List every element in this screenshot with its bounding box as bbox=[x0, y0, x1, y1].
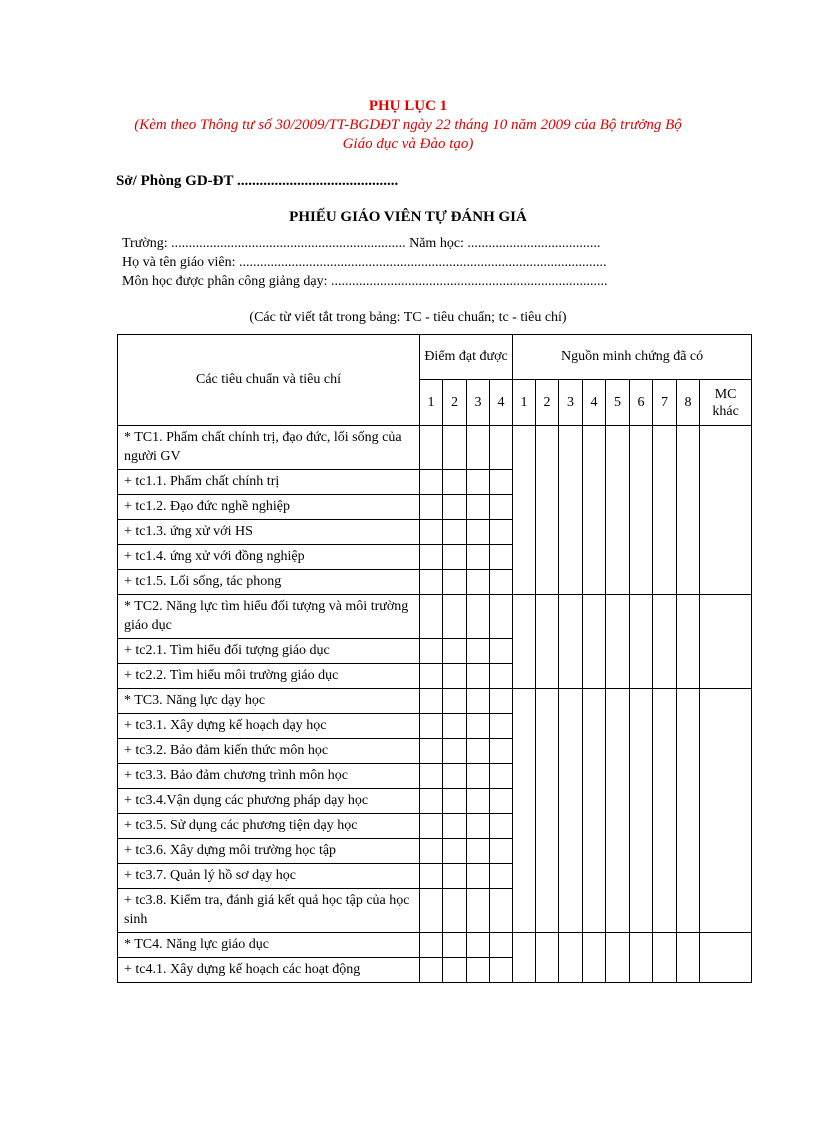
evidence-col-header: 7 bbox=[653, 380, 677, 426]
criterion-row-label: + tc4.1. Xây dựng kế hoạch các hoạt động bbox=[118, 958, 420, 983]
score-cell[interactable] bbox=[467, 933, 490, 958]
score-cell[interactable] bbox=[443, 739, 467, 764]
evidence-cell[interactable] bbox=[630, 426, 653, 595]
score-cell[interactable] bbox=[420, 789, 443, 814]
evidence-col-header: 5 bbox=[606, 380, 630, 426]
evidence-cell[interactable] bbox=[630, 689, 653, 933]
department-line: Sở/ Phòng GD-ĐT ........................................... bbox=[116, 173, 399, 189]
criterion-row-label: + tc2.2. Tìm hiểu môi trường giáo dục bbox=[118, 664, 420, 689]
score-cell[interactable] bbox=[420, 495, 443, 520]
score-cell[interactable] bbox=[420, 814, 443, 839]
score-cell[interactable] bbox=[490, 839, 513, 864]
criteria-header: Các tiêu chuẩn và tiêu chí bbox=[118, 335, 420, 426]
score-cell[interactable] bbox=[467, 689, 490, 714]
score-cell[interactable] bbox=[443, 958, 467, 983]
score-cell[interactable] bbox=[443, 789, 467, 814]
appendix-subtitle: (Kèm theo Thông tư số 30/2009/TT-BGDĐT ngày 22 tháng 10 năm 2009 của Bộ trưởng Bộ Giáo dục và Đào tạo) bbox=[134, 117, 682, 152]
teacher-line: Họ và tên giáo viên: ......................................................................................................... bbox=[122, 255, 607, 270]
evidence-cell[interactable] bbox=[559, 933, 583, 983]
score-cell[interactable] bbox=[443, 520, 467, 545]
score-cell[interactable] bbox=[467, 839, 490, 864]
score-cell[interactable] bbox=[490, 664, 513, 689]
score-cell[interactable] bbox=[420, 958, 443, 983]
evidence-cell[interactable] bbox=[583, 426, 606, 595]
evidence-other-cell[interactable] bbox=[700, 426, 752, 595]
score-cell[interactable] bbox=[467, 789, 490, 814]
score-cell[interactable] bbox=[467, 639, 490, 664]
score-cell[interactable] bbox=[420, 689, 443, 714]
score-cell[interactable] bbox=[467, 470, 490, 495]
evidence-cell[interactable] bbox=[559, 595, 583, 689]
score-cell[interactable] bbox=[443, 889, 467, 933]
score-cell[interactable] bbox=[490, 545, 513, 570]
criterion-row-label: + tc3.2. Bảo đảm kiến thức môn học bbox=[118, 739, 420, 764]
form-title: PHIẾU GIÁO VIÊN TỰ ĐÁNH GIÁ bbox=[289, 209, 527, 225]
score-cell[interactable] bbox=[443, 639, 467, 664]
criterion-row-label: + tc1.4. ứng xử với đồng nghiệp bbox=[118, 545, 420, 570]
score-cell[interactable] bbox=[490, 714, 513, 739]
evidence-cell[interactable] bbox=[677, 426, 700, 595]
score-cell[interactable] bbox=[490, 958, 513, 983]
score-cell[interactable] bbox=[443, 839, 467, 864]
score-cell[interactable] bbox=[420, 864, 443, 889]
score-cell[interactable] bbox=[467, 814, 490, 839]
evidence-cell[interactable] bbox=[536, 426, 559, 595]
criterion-row-label: * TC3. Năng lực dạy học bbox=[118, 689, 420, 714]
score-cell[interactable] bbox=[443, 864, 467, 889]
score-cell[interactable] bbox=[420, 595, 443, 639]
score-cell[interactable] bbox=[420, 426, 443, 470]
evidence-cell[interactable] bbox=[606, 689, 630, 933]
score-cell[interactable] bbox=[443, 664, 467, 689]
evidence-cell[interactable] bbox=[536, 595, 559, 689]
evidence-col-header: 3 bbox=[559, 380, 583, 426]
score-cell[interactable] bbox=[443, 933, 467, 958]
score-cell[interactable] bbox=[467, 595, 490, 639]
evidence-col-header: 4 bbox=[583, 380, 606, 426]
score-col-header: 4 bbox=[490, 380, 513, 426]
score-cell[interactable] bbox=[467, 889, 490, 933]
score-cell[interactable] bbox=[443, 764, 467, 789]
score-cell[interactable] bbox=[420, 470, 443, 495]
evidence-cell[interactable] bbox=[513, 595, 536, 689]
criterion-row-label: * TC2. Năng lực tìm hiểu đối tượng và môi trường giáo dục bbox=[118, 595, 420, 639]
abbreviation-note: (Các từ viết tắt trong bảng: TC - tiêu chuẩn; tc - tiêu chí) bbox=[249, 310, 567, 325]
evidence-cell[interactable] bbox=[653, 595, 677, 689]
score-col-header: 1 bbox=[420, 380, 443, 426]
criterion-row-label: + tc3.6. Xây dựng môi trường học tập bbox=[118, 839, 420, 864]
score-cell[interactable] bbox=[490, 889, 513, 933]
score-cell[interactable] bbox=[467, 520, 490, 545]
score-cell[interactable] bbox=[420, 839, 443, 864]
evidence-cell[interactable] bbox=[559, 426, 583, 595]
score-cell[interactable] bbox=[443, 495, 467, 520]
score-cell[interactable] bbox=[443, 470, 467, 495]
evidence-cell[interactable] bbox=[630, 933, 653, 983]
evidence-cell[interactable] bbox=[513, 933, 536, 983]
criterion-row-label: + tc1.5. Lối sống, tác phong bbox=[118, 570, 420, 595]
evidence-cell[interactable] bbox=[536, 933, 559, 983]
score-cell[interactable] bbox=[467, 495, 490, 520]
criterion-row-label: + tc3.5. Sử dụng các phương tiện dạy học bbox=[118, 814, 420, 839]
score-cell[interactable] bbox=[467, 426, 490, 470]
evidence-col-header: 1 bbox=[513, 380, 536, 426]
score-cell[interactable] bbox=[467, 864, 490, 889]
evidence-cell[interactable] bbox=[653, 426, 677, 595]
score-cell[interactable] bbox=[443, 545, 467, 570]
criterion-row-label: * TC1. Phẩm chất chính trị, đạo đức, lối sống của người GV bbox=[118, 426, 420, 470]
criterion-row-label: + tc3.8. Kiểm tra, đánh giá kết quả học tập của học sinh bbox=[118, 889, 420, 933]
score-cell[interactable] bbox=[467, 664, 490, 689]
score-col-header: 3 bbox=[467, 380, 490, 426]
score-cell[interactable] bbox=[467, 958, 490, 983]
evidence-cell[interactable] bbox=[606, 933, 630, 983]
score-cell[interactable] bbox=[490, 520, 513, 545]
self-assessment-table bbox=[117, 334, 752, 983]
score-cell[interactable] bbox=[490, 864, 513, 889]
score-cell[interactable] bbox=[490, 933, 513, 958]
appendix-title: PHỤ LỤC 1 bbox=[368, 98, 448, 114]
score-cell[interactable] bbox=[467, 739, 490, 764]
evidence-other-header: MC khác bbox=[700, 380, 752, 426]
score-cell[interactable] bbox=[490, 570, 513, 595]
criterion-row-label: + tc2.1. Tìm hiểu đối tượng giáo dục bbox=[118, 639, 420, 664]
school-line: Trường: ................................................................... Năm học: ...................................... bbox=[122, 236, 601, 251]
score-cell[interactable] bbox=[443, 570, 467, 595]
criterion-row-label: + tc3.4.Vận dụng các phương pháp dạy học bbox=[118, 789, 420, 814]
evidence-cell[interactable] bbox=[583, 595, 606, 689]
evidence-cell[interactable] bbox=[583, 933, 606, 983]
score-cell[interactable] bbox=[420, 764, 443, 789]
score-cell[interactable] bbox=[490, 639, 513, 664]
score-cell[interactable] bbox=[443, 689, 467, 714]
score-cell[interactable] bbox=[467, 545, 490, 570]
score-cell[interactable] bbox=[443, 595, 467, 639]
score-cell[interactable] bbox=[467, 764, 490, 789]
evidence-col-header: 2 bbox=[536, 380, 559, 426]
criterion-row-label: + tc1.1. Phẩm chất chính trị bbox=[118, 470, 420, 495]
evidence-cell[interactable] bbox=[583, 689, 606, 933]
evidence-cell[interactable] bbox=[653, 689, 677, 933]
score-cell[interactable] bbox=[490, 470, 513, 495]
score-cell[interactable] bbox=[420, 545, 443, 570]
score-cell[interactable] bbox=[420, 639, 443, 664]
score-cell[interactable] bbox=[443, 714, 467, 739]
evidence-cell[interactable] bbox=[630, 595, 653, 689]
evidence-col-header: 6 bbox=[630, 380, 653, 426]
evidence-cell[interactable] bbox=[653, 933, 677, 983]
evidence-cell[interactable] bbox=[606, 426, 630, 595]
evidence-other-cell[interactable] bbox=[700, 689, 752, 933]
evidence-col-header: 8 bbox=[677, 380, 700, 426]
score-cell[interactable] bbox=[490, 689, 513, 714]
score-cell[interactable] bbox=[420, 889, 443, 933]
evidence-cell[interactable] bbox=[536, 689, 559, 933]
subject-line: Môn học được phân công giảng dạy: ............................................................................... bbox=[122, 274, 608, 289]
evidence-cell[interactable] bbox=[677, 595, 700, 689]
score-cell[interactable] bbox=[420, 520, 443, 545]
criterion-row-label: + tc1.3. ứng xử với HS bbox=[118, 520, 420, 545]
score-cell[interactable] bbox=[420, 664, 443, 689]
evidence-cell[interactable] bbox=[513, 689, 536, 933]
score-cell[interactable] bbox=[490, 814, 513, 839]
score-group-header: Điểm đạt được bbox=[420, 335, 513, 380]
score-cell[interactable] bbox=[490, 495, 513, 520]
evidence-cell[interactable] bbox=[677, 689, 700, 933]
score-cell[interactable] bbox=[490, 595, 513, 639]
score-cell[interactable] bbox=[490, 789, 513, 814]
score-cell[interactable] bbox=[490, 739, 513, 764]
evidence-cell[interactable] bbox=[606, 595, 630, 689]
score-cell[interactable] bbox=[420, 933, 443, 958]
evidence-other-cell[interactable] bbox=[700, 933, 752, 983]
evidence-cell[interactable] bbox=[677, 933, 700, 983]
evidence-cell[interactable] bbox=[559, 689, 583, 933]
score-cell[interactable] bbox=[490, 764, 513, 789]
score-cell[interactable] bbox=[490, 426, 513, 470]
criterion-row-label: + tc3.7. Quản lý hồ sơ dạy học bbox=[118, 864, 420, 889]
criterion-row-label: * TC4. Năng lực giáo dục bbox=[118, 933, 420, 958]
score-cell[interactable] bbox=[420, 570, 443, 595]
score-cell[interactable] bbox=[443, 814, 467, 839]
score-cell[interactable] bbox=[443, 426, 467, 470]
criterion-row-label: + tc3.1. Xây dựng kế hoạch dạy học bbox=[118, 714, 420, 739]
score-cell[interactable] bbox=[467, 714, 490, 739]
evidence-other-cell[interactable] bbox=[700, 595, 752, 689]
score-col-header: 2 bbox=[443, 380, 467, 426]
evidence-group-header: Nguồn minh chứng đã có bbox=[513, 335, 752, 380]
evidence-cell[interactable] bbox=[513, 426, 536, 595]
criterion-row-label: + tc1.2. Đạo đức nghề nghiệp bbox=[118, 495, 420, 520]
score-cell[interactable] bbox=[467, 570, 490, 595]
criterion-row-label: + tc3.3. Bảo đảm chương trình môn học bbox=[118, 764, 420, 789]
score-cell[interactable] bbox=[420, 739, 443, 764]
score-cell[interactable] bbox=[420, 714, 443, 739]
